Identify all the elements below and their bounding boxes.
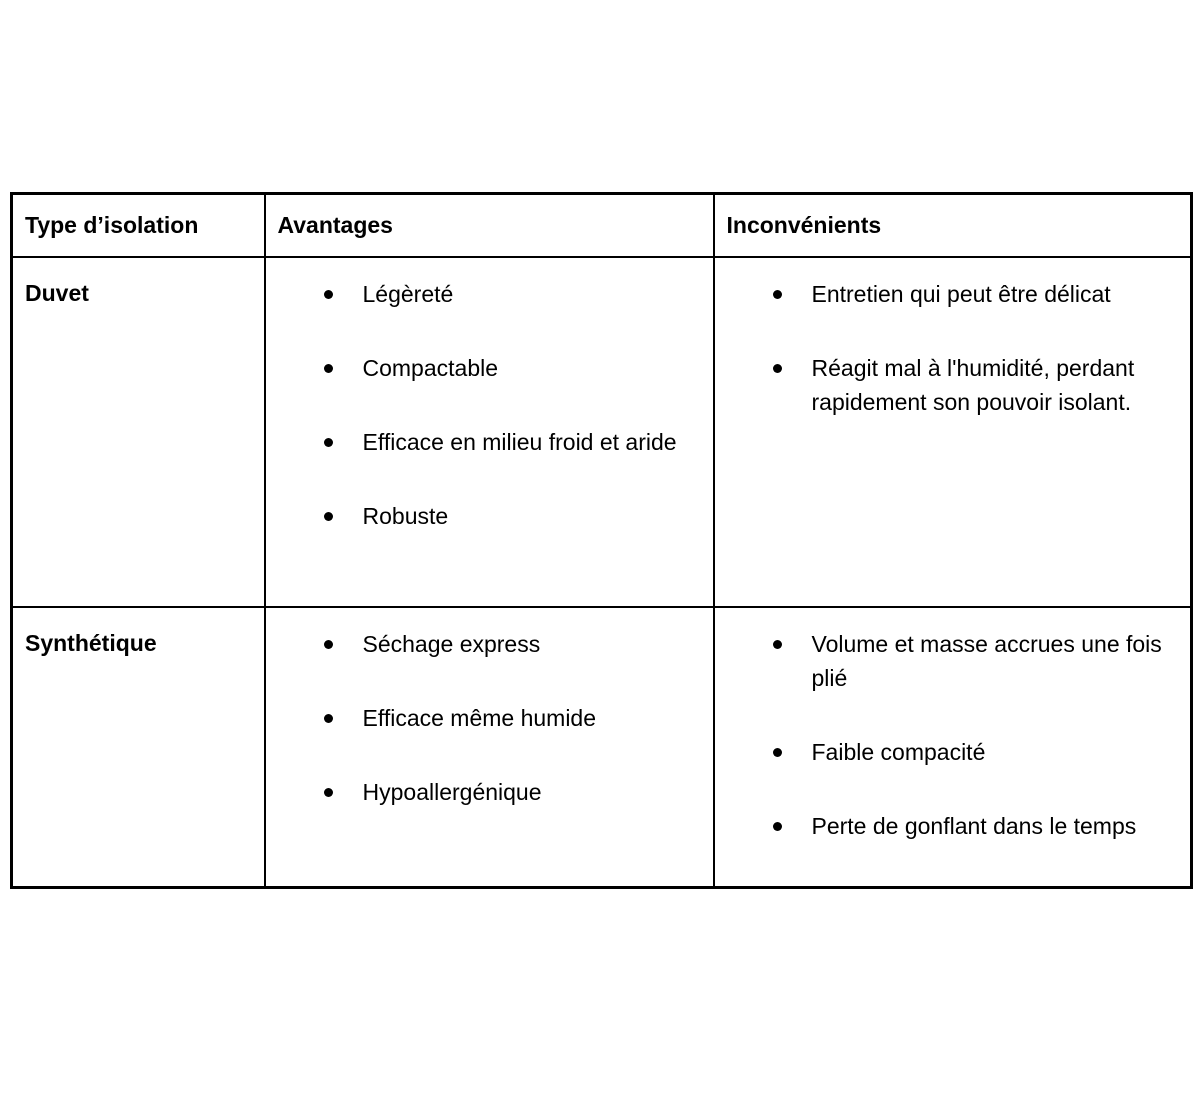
advantages-list-synthetique (266, 627, 698, 809)
column-header-advantages: Avantages (265, 194, 714, 257)
bullet-item: Perte de gonflant dans le temps (715, 809, 1176, 843)
bullet-item: Compactable (266, 351, 698, 385)
disadvantages-list-duvet (715, 277, 1176, 419)
disadvantages-cell-duvet (714, 257, 1192, 607)
type-cell-synthetique: Synthétique (12, 607, 265, 888)
bullet-item: Robuste (266, 499, 698, 533)
bullet-item: Faible compacité (715, 735, 1176, 769)
table-row-synthetique (12, 607, 1192, 888)
bullet-item: Volume et masse accrues une fois plié (715, 627, 1176, 695)
table-header-row (12, 194, 1192, 257)
bullet-item: Légèreté (266, 277, 698, 311)
table-row-duvet (12, 257, 1192, 607)
advantages-cell-duvet (265, 257, 714, 607)
insulation-comparison-table (10, 192, 1193, 889)
column-header-type: Type d’isolation (12, 194, 265, 257)
bullet-item: Efficace en milieu froid et aride (266, 425, 698, 459)
column-header-disadvantages: Inconvénients (714, 194, 1192, 257)
disadvantages-list-synthetique (715, 627, 1176, 843)
advantages-cell-synthetique (265, 607, 714, 888)
type-cell-duvet: Duvet (12, 257, 265, 607)
bullet-item: Hypoallergénique (266, 775, 698, 809)
bullet-item: Entretien qui peut être délicat (715, 277, 1176, 311)
advantages-list-duvet (266, 277, 698, 533)
bullet-item: Séchage express (266, 627, 698, 661)
bullet-item: Réagit mal à l'humidité, perdant rapidement son pouvoir isolant. (715, 351, 1176, 419)
disadvantages-cell-synthetique (714, 607, 1192, 888)
bullet-item: Efficace même humide (266, 701, 698, 735)
